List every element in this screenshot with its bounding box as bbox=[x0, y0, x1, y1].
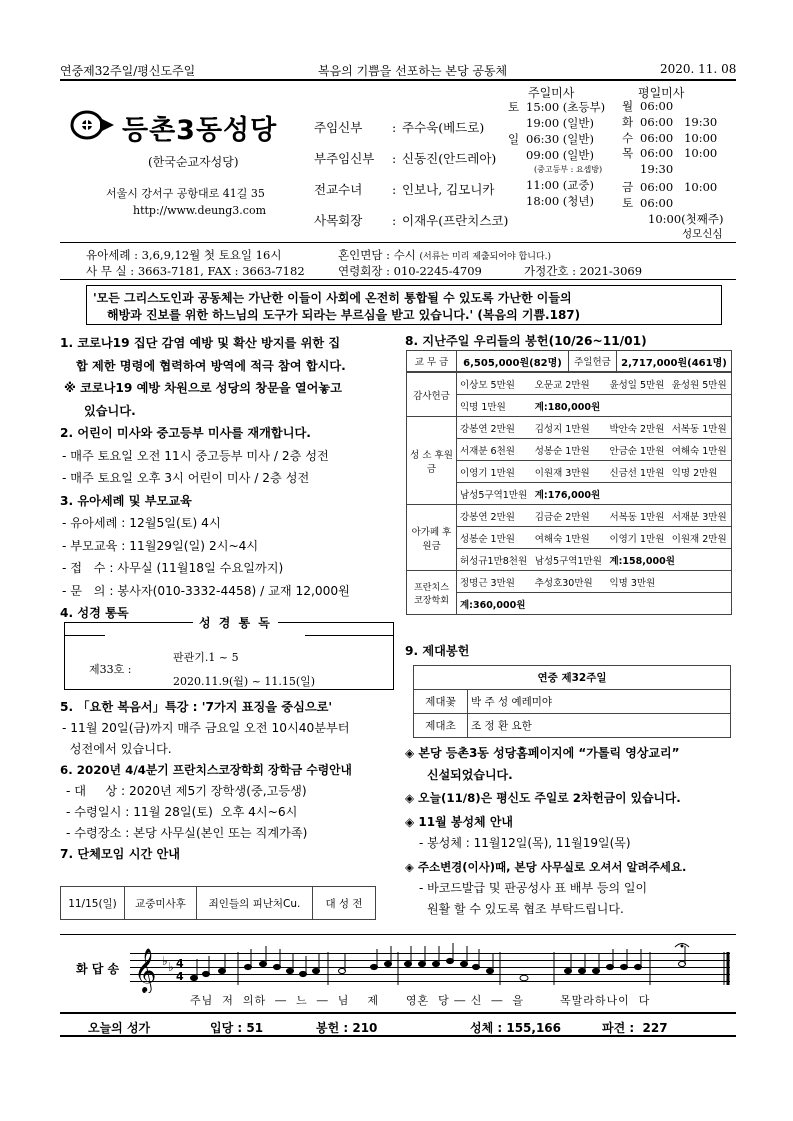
svg-text:♭: ♭ bbox=[168, 960, 174, 974]
cell: 윤성일 5만원 bbox=[606, 373, 668, 395]
section-1-note-2: 있습니다. bbox=[84, 403, 136, 418]
section-6-title: 6. 2020년 4/4분기 프란치스코장학회 장학금 수령안내 bbox=[60, 763, 352, 777]
svg-text:4: 4 bbox=[176, 957, 184, 970]
cell: 서재분 6천원 bbox=[457, 439, 532, 461]
notice-item: 신설되었습니다. bbox=[427, 767, 513, 782]
quote-line-1: '모든 그리스도인과 공동체는 가난한 이들이 사회에 온전히 통합될 수 있도록 가난한 이들의 bbox=[93, 291, 572, 305]
header-center: 복음의 기쁨을 선포하는 본당 공동체 bbox=[318, 64, 508, 78]
agape-label: 아가페 후원금 bbox=[407, 505, 457, 571]
cell: 여해숙 1만원 bbox=[532, 527, 607, 549]
bible-reading-box bbox=[64, 616, 394, 690]
section-4-title: 4. 성경 통독 bbox=[60, 606, 129, 620]
league-phone: 연령회장 : 010-2245-4709 bbox=[338, 264, 482, 278]
cell-total: 계:360,000원 bbox=[457, 593, 732, 615]
sunday-mass-list: 토 15:00 (초등부) 19:00 (일반) 일 06:30 (일반) 09:00 (일반) (중고등부 : 요셉방) 11:00 (교중) 18:00 (청년) bbox=[508, 100, 606, 208]
cell: 남성5구역1만원 bbox=[532, 549, 607, 571]
cell: 윤성원 5만원 bbox=[669, 373, 732, 395]
left-column bbox=[60, 332, 394, 625]
hymn-title: 오늘의 성가 bbox=[88, 1021, 151, 1035]
table-row bbox=[407, 571, 732, 593]
marriage-info: 혼인면담 : 수시 (서류는 미리 제출되어야 합니다.) bbox=[338, 248, 551, 262]
info-rule-bottom bbox=[60, 279, 736, 280]
psalm-rule bbox=[60, 934, 736, 935]
section-1-note: ※ 코로나19 예방 차원으로 성당의 창문을 열어놓고 bbox=[64, 381, 342, 395]
infant-baptism: 유아세례 : 3,6,9,12월 첫 토요일 16시 bbox=[86, 248, 282, 262]
cell: 추성호30만원 bbox=[532, 571, 607, 593]
cell: 정명근 3만원 bbox=[457, 571, 532, 593]
weekday-mass-list: 월 06:00 화 06:00 19:30 수 06:00 10:00 목 06:00 10:00 19:30 금 06:00 10:00 토 06:00 10:00(첫째주) 성모신심 bbox=[622, 99, 724, 241]
section-6-item: - 수령일시 : 11월 28일(토) 오후 4시~6시 bbox=[66, 805, 298, 819]
header-rule bbox=[60, 79, 736, 81]
quote-line-2: 해방과 진보를 위한 하느님의 도구가 되라는 부르심을 받고 있습니다.' (복음의 기쁨.187) bbox=[107, 308, 581, 322]
cell: 이상모 5만원 bbox=[457, 373, 532, 395]
parish-url[interactable]: http://www.deung3.com bbox=[133, 204, 266, 217]
staff-list bbox=[314, 112, 508, 236]
cell: 서복동 1만원 bbox=[669, 417, 732, 439]
bible-period: 2020.11.9(월) ~ 11.15(일) bbox=[173, 675, 316, 688]
section-3-item: - 유아세례 : 12월5일(토) 4시 bbox=[62, 516, 221, 530]
parish-name: 등촌3동성당 bbox=[122, 115, 278, 146]
bible-issue-number: 제33호 : bbox=[89, 663, 132, 676]
cell: 이원재 2만원 bbox=[669, 527, 732, 549]
table-row bbox=[414, 666, 731, 690]
section-3-item: - 접 수 : 사무실 (11월18일 수요일까지) bbox=[62, 561, 284, 575]
section-5-item: 성전에서 있습니다. bbox=[62, 742, 172, 756]
table-row bbox=[414, 714, 731, 738]
left-column-lower bbox=[60, 697, 400, 865]
section-2-item: - 매주 토요일 오후 3시 어린이 미사 / 2층 성전 bbox=[62, 471, 310, 485]
psalm-label: 화 답 송 bbox=[76, 962, 120, 976]
staff-row: 사목회장 : 이재우(프란치스코) bbox=[314, 213, 509, 228]
offering-value: 2,717,000원(461명) bbox=[617, 351, 732, 372]
notice-item: ◈ 본당 등촌3동 성당홈페이지에 “가톨릭 영상교리” bbox=[405, 746, 680, 760]
cell: 이영기 1만원 bbox=[457, 461, 532, 483]
offering-label: 주일헌금 bbox=[569, 351, 617, 372]
offering-label: 교 무 금 bbox=[407, 351, 457, 372]
cell: 이영기 1만원 bbox=[606, 527, 668, 549]
hymn-communion: 성체 : 155,166 bbox=[470, 1021, 561, 1035]
cell-total: 계:158,000원 bbox=[606, 549, 731, 571]
altar-table bbox=[413, 665, 731, 738]
section-2-title: 2. 어린이 미사와 중고등부 미사를 재개합니다. bbox=[60, 426, 311, 440]
section-1-title: 1. 코로나19 집단 감염 예방 및 확산 방지를 위한 집 bbox=[60, 336, 341, 350]
hymn-dismissal: 파견 : 227 bbox=[602, 1021, 668, 1035]
info-rule-top bbox=[60, 242, 736, 243]
cell: 강봉연 2만원 bbox=[457, 505, 532, 527]
altar-label: 제대꽃 bbox=[414, 690, 468, 714]
parish-address: 서울시 강서구 공항대로 41길 35 bbox=[106, 187, 265, 200]
section-9-title: 9. 제대봉헌 bbox=[405, 644, 470, 658]
altar-heading: 연중 제32주일 bbox=[414, 666, 731, 690]
section-3-item: - 문 의 : 봉사자(010-3332-4458) / 교재 12,000원 bbox=[62, 583, 350, 598]
offering-summary-table bbox=[406, 350, 732, 372]
notice-item: ◈ 오늘(11/8)은 평신도 주일로 2차헌금이 있습니다. bbox=[405, 791, 681, 805]
donation-table bbox=[406, 372, 732, 615]
cell: 박안숙 2만원 bbox=[606, 417, 668, 439]
cell: 성봉순 1만원 bbox=[457, 527, 532, 549]
table-row bbox=[407, 417, 732, 439]
section-5-item: - 11월 20일(금)까지 매주 금요일 오전 10시40분부터 bbox=[62, 721, 350, 735]
altar-label: 제대초 bbox=[414, 714, 468, 738]
cell: 여해숙 1만원 bbox=[669, 439, 732, 461]
staff-row: 전교수녀 : 인보나, 김모니카 bbox=[314, 182, 495, 197]
thanks-label: 감사헌금 bbox=[407, 373, 457, 417]
table-row bbox=[414, 690, 731, 714]
altar-value: 조 정 환 요한 bbox=[468, 714, 731, 738]
bible-heading: 성 경 통 독 bbox=[193, 614, 278, 631]
notice-item: - 바코드발급 및 판공성사 표 배부 등의 일이 bbox=[419, 881, 648, 895]
hymn-entrance: 입당 : 51 bbox=[210, 1021, 264, 1035]
office-phone: 사 무 실 : 3663-7181, FAX : 3663-7182 bbox=[86, 264, 305, 278]
table-row bbox=[61, 887, 376, 920]
notice-item: ◈ 주소변경(이사)때, 본당 사무실로 오셔서 알려주세요. bbox=[405, 859, 687, 874]
cell: 서재분 3만원 bbox=[669, 505, 732, 527]
section-3-item: - 부모교육 : 11월29일(일) 2시~4시 bbox=[62, 538, 259, 553]
cell: 서복동 1만원 bbox=[606, 505, 668, 527]
cell: 이원재 3만원 bbox=[532, 461, 607, 483]
section-6-item: - 수령장소 : 본당 사무실(본인 또는 직계가족) bbox=[66, 826, 308, 840]
music-staff bbox=[130, 943, 736, 992]
offering-value: 6,505,000원(82명) bbox=[457, 351, 569, 372]
quote-box bbox=[86, 285, 722, 325]
cell: 신금선 1만원 bbox=[606, 461, 668, 483]
music-notes-icon bbox=[130, 943, 736, 993]
hymn-offertory: 봉헌 : 210 bbox=[316, 1021, 378, 1035]
section-6-item: - 대 상 : 2020년 제5기 장학생(중,고등생) bbox=[66, 784, 307, 798]
group-meeting-table bbox=[60, 886, 376, 920]
staff-row: 부주임신부 : 신동진(안드레아) bbox=[314, 151, 497, 166]
building-label: 성 소 후원금 bbox=[407, 417, 457, 505]
section-8-title: 8. 지난주일 우리들의 봉헌(10/26~11/01) bbox=[405, 334, 647, 348]
cell: 강봉연 2만원 bbox=[457, 417, 532, 439]
notice-item: - 봉성체 : 11월12일(목), 11월19일(목) bbox=[419, 836, 631, 850]
cell: 김금순 2만원 bbox=[532, 505, 607, 527]
cell: 익명 1만원 bbox=[457, 395, 532, 417]
table-row bbox=[407, 351, 732, 372]
notice-list bbox=[405, 742, 737, 921]
svg-text:♭: ♭ bbox=[162, 954, 168, 968]
family-care-phone: 가정간호 : 2021-3069 bbox=[524, 264, 643, 278]
group-time: 교중미사후 bbox=[125, 887, 197, 920]
bible-book: 판관기.1 ~ 5 bbox=[173, 651, 239, 664]
altar-value: 박 주 성 예레미야 bbox=[468, 690, 731, 714]
cell-total: 계:176,000원 bbox=[532, 483, 732, 505]
hymn-footer bbox=[60, 1012, 736, 1037]
staff-row: 주임신부 : 주수욱(베드로) bbox=[314, 120, 485, 135]
section-7-title: 7. 단체모임 시간 안내 bbox=[60, 847, 181, 861]
table-row bbox=[407, 373, 732, 395]
cell-total: 계:180,000원 bbox=[532, 395, 732, 417]
group-place: 대 성 전 bbox=[313, 887, 376, 920]
sunday-mass-title: 주일미사 bbox=[528, 86, 575, 100]
svg-text:4: 4 bbox=[176, 970, 184, 983]
cell: 안금순 1만원 bbox=[606, 439, 668, 461]
section-5-title: 5. 「요한 복음서」특강 : '7가지 표징을 중심으로' bbox=[60, 700, 333, 714]
table-row bbox=[407, 505, 732, 527]
cell: 남성5구역1만원 bbox=[457, 483, 532, 505]
notice-item: ◈ 11월 봉성체 안내 bbox=[405, 814, 514, 829]
cell: 김성지 1만원 bbox=[532, 417, 607, 439]
header-left: 연중제32주일/평신도주일 bbox=[60, 64, 196, 78]
weekday-mass-title: 평일미사 bbox=[638, 86, 685, 100]
cell: 오문교 2만원 bbox=[532, 373, 607, 395]
francis-label: 프란치스코장학회 bbox=[407, 571, 457, 615]
parish-subtitle: (한국순교자성당) bbox=[148, 155, 239, 169]
svg-text:𝄞: 𝄞 bbox=[134, 948, 157, 992]
parish-logo-icon bbox=[70, 110, 116, 140]
cell: 익명 3만원 bbox=[606, 571, 731, 593]
cell: 익명 2만원 bbox=[669, 461, 732, 483]
section-2-item: - 매주 토요일 오전 11시 중고등부 미사 / 2층 성전 bbox=[62, 448, 329, 463]
group-name: 죄인들의 피난처Cu. bbox=[197, 887, 313, 920]
psalm-lyrics: 주님 저 의하 ― 느 ― 님 제 영혼 당 ― 신 ― 을 목말라하나이 다 bbox=[190, 994, 651, 1007]
cell: 허성규1만8천원 bbox=[457, 549, 532, 571]
header-right: 2020. 11. 08 bbox=[660, 62, 737, 76]
section-3-title: 3. 유아세례 및 부모교육 bbox=[60, 493, 192, 508]
group-date: 11/15(일) bbox=[61, 887, 125, 920]
section-1-title-2: 합 제한 명령에 협력하여 방역에 적극 참여 합시다. bbox=[76, 358, 346, 373]
cell: 성봉순 1만원 bbox=[532, 439, 607, 461]
notice-item: 원활 할 수 있도록 협조 부탁드립니다. bbox=[427, 901, 624, 916]
